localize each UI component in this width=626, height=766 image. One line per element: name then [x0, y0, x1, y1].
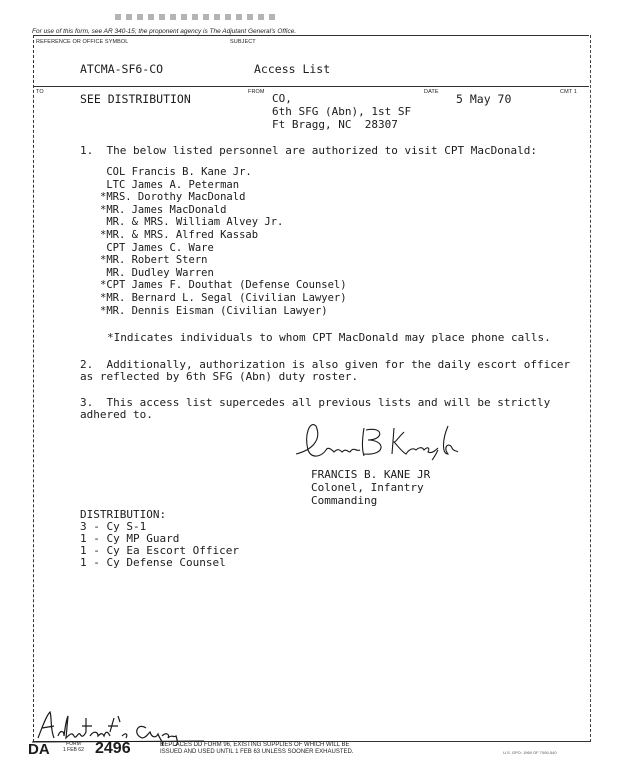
signer-title: Commanding	[311, 494, 378, 507]
distribution-item: 1 - Cy Defense Counsel	[80, 556, 226, 569]
to-label: TO	[36, 89, 44, 95]
list-item: *MR. & MRS. Alfred Kassab	[100, 228, 259, 241]
list-item: *MRS. Dorothy MacDonald	[100, 191, 246, 204]
cmt-label: CMT 1	[560, 89, 577, 95]
list-item: MR. Dudley Warren	[106, 266, 214, 279]
paragraph-3-line-1: 3. This access list supercedes all previous lists and will be strictly	[80, 396, 551, 409]
subject-value: Access List	[254, 62, 331, 76]
form-usage-note: For use of this form, see AR 340-15; the proponent agency is The Adjutant General's Office.	[32, 28, 297, 35]
reference-value: ATCMA-SF6-CO	[80, 62, 164, 76]
list-item: *MR. Dennis Eisman (Civilian Lawyer)	[100, 304, 328, 317]
faded-form-title	[115, 14, 275, 20]
from-line-3: Ft Bragg, NC 28307	[272, 118, 398, 131]
signer-name: FRANCIS B. KANE JR	[311, 468, 431, 481]
distribution-item: 3 - Cy S-1	[80, 520, 147, 533]
list-item: *MR. James MacDonald	[100, 203, 227, 216]
footnote: *Indicates individuals to whom CPT MacDonald may place phone calls.	[107, 331, 551, 344]
list-item: *CPT James F. Douthat (Defense Counsel)	[100, 279, 347, 292]
personnel-list	[100, 166, 347, 317]
distribution-item: 1 - Cy MP Guard	[80, 532, 180, 545]
paragraph-1: 1. The below listed personnel are authorized to visit CPT MacDonald:	[80, 144, 537, 157]
date-value: 5 May 70	[456, 92, 512, 106]
list-item: CPT James C. Ware	[106, 241, 214, 254]
list-item: LTC James A. Peterman	[106, 178, 240, 191]
gpo-imprint: U.S. GPO: 1969 OF 7006-540	[503, 750, 557, 755]
from-line-1: CO,	[272, 92, 292, 105]
list-item: COL Francis B. Kane Jr.	[106, 166, 252, 178]
list-item: *MR. Robert Stern	[100, 254, 208, 267]
form-number: 2496	[95, 740, 131, 757]
form-replaces-note: REPLACES DD FORM 96, EXISTING SUPPLIES OF WHICH WILL BE ISSUED AND USED UNTIL 1 FEB 63 UNLESS SOONER EXHAUSTED.	[160, 742, 354, 755]
form-frame	[33, 35, 591, 742]
list-item: MR. & MRS. William Alvey Jr.	[106, 216, 284, 229]
distribution-item: 1 - Cy Ea Escort Officer	[80, 544, 239, 557]
divider-header	[33, 86, 589, 87]
form-edition: FORM 1 FEB 62	[63, 741, 84, 753]
handwritten-signature	[292, 420, 462, 470]
to-value: SEE DISTRIBUTION	[80, 92, 191, 106]
from-line-2: 6th SFG (Abn), 1st SF	[272, 105, 412, 118]
paragraph-2-line-1: 2. Additionally, authorization is also given for the daily escort officer	[80, 358, 571, 371]
paragraph-3-line-2: adhered to.	[80, 408, 153, 421]
distribution-heading: DISTRIBUTION:	[80, 508, 167, 521]
form-da-label: DA	[28, 741, 50, 758]
paragraph-2-line-2: as reflected by 6th SFG (Abn) duty roster.	[80, 370, 359, 383]
subject-label: SUBJECT	[230, 39, 256, 45]
date-label: DATE	[424, 89, 439, 95]
divider-top	[33, 35, 589, 36]
signer-rank: Colonel, Infantry	[311, 481, 424, 494]
from-label: FROM	[248, 89, 265, 95]
list-item: *MR. Bernard L. Segal (Civilian Lawyer)	[100, 291, 347, 304]
reference-label: REFERENCE OR OFFICE SYMBOL	[36, 39, 129, 45]
